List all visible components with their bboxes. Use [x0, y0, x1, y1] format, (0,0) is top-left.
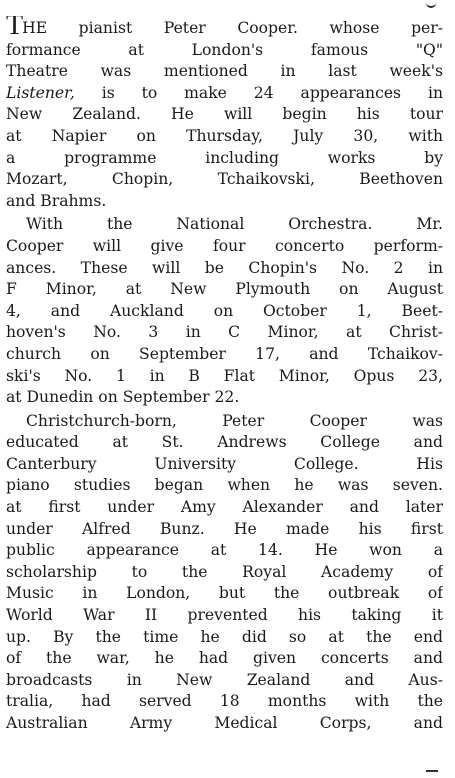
- text-line: Cooper will give four concerto perform-: [6, 236, 443, 255]
- text-line: Australian Army Medical Corps, and: [6, 714, 443, 732]
- text-line: New Zealand. He will begin his tour: [6, 105, 443, 124]
- text-line: piano studies began when he was seven.: [6, 476, 443, 495]
- paragraph-concertos: [6, 214, 443, 408]
- paragraph-biography: [6, 411, 443, 735]
- text-line: tralia, had served 18 months with the: [6, 692, 443, 711]
- article-body: [6, 16, 443, 735]
- text-line: under Alfred Bunz. He made his first: [6, 519, 443, 538]
- text-line: hoven's No. 3 in C Minor, at Christ-: [6, 323, 443, 342]
- text-line: public appearance at 14. He won a: [6, 541, 443, 560]
- text-line: Music in London, but the outbreak of: [6, 584, 443, 603]
- text-line: scholarship to the Royal Academy of: [6, 562, 443, 581]
- text-line: church on September 17, and Tchaikov-: [6, 344, 443, 363]
- text-line: Theatre was mentioned in last week's: [6, 62, 443, 81]
- text-line: Mozart, Chopin, Tchaikovski, Beethoven: [6, 170, 443, 189]
- text-line: F Minor, at New Plymouth on August: [6, 280, 443, 299]
- clipped-glyph-bottom: [426, 770, 438, 778]
- text-line: Listener, is to make 24 appearances in: [6, 83, 443, 102]
- text-line: Christchurch-born, Peter Cooper was: [26, 411, 443, 430]
- text-line: at Napier on Thursday, July 30, with: [6, 126, 443, 145]
- text-line: World War II prevented his taking it: [6, 606, 443, 625]
- text-line: broadcasts in New Zealand and Aus-: [6, 670, 443, 689]
- text-line: THE pianist Peter Cooper. whose per-: [6, 16, 443, 40]
- text-line: With the National Orchestra. Mr.: [26, 215, 443, 234]
- publication-title: Listener,: [6, 83, 75, 102]
- text-line: at first under Amy Alexander and later: [6, 498, 443, 517]
- text-line: at Dunedin on September 22.: [6, 388, 240, 407]
- clipped-glyph-top: [426, 0, 436, 8]
- text-line: and Brahms.: [6, 191, 107, 210]
- text-line: ski's No. 1 in B Flat Minor, Opus 23,: [6, 366, 443, 385]
- paragraph-intro: [6, 16, 443, 212]
- text-line: 4, and Auckland on October 1, Beet-: [6, 301, 443, 320]
- text-line: ances. These will be Chopin's No. 2 in: [6, 258, 443, 277]
- text-line: formance at London's famous "Q": [6, 40, 443, 59]
- text-line: a programme including works by: [6, 148, 443, 167]
- drop-initial: T: [6, 16, 24, 40]
- text-line: of the war, he had given concerts and: [6, 649, 443, 668]
- text-line: up. By the time he did so at the end: [6, 627, 443, 646]
- text-line: educated at St. Andrews College and: [6, 433, 443, 452]
- text-line: Canterbury University College. His: [6, 454, 443, 473]
